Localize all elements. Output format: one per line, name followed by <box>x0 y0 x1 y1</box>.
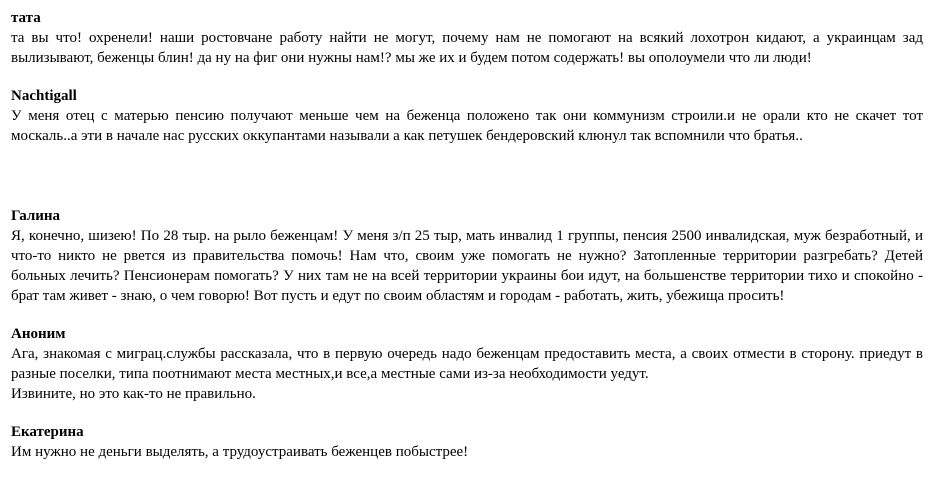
comment-author: Аноним <box>11 326 66 342</box>
spacer <box>11 68 923 86</box>
comment-text <box>11 344 923 404</box>
comment-item <box>11 86 923 146</box>
comment-item <box>11 8 923 68</box>
comment-author: Nachtigall <box>11 88 77 104</box>
comment-author: Екатерина <box>11 424 84 440</box>
comment-text-line: Извините, но это как-то не правильно. <box>11 386 256 402</box>
spacer <box>11 404 923 422</box>
comment-text: та вы что! охренели! наши ростовчане работу найти не могут, почему нам не помогают на всякий лохотрон кидают, а украинцам зад вылизывают, беженцы блин! да ну на фиг они нужны нам!? мы же их и будем потом содержать! вы ополоумели что ли люди! <box>11 30 923 66</box>
comment-text: У меня отец с матерью пенсию получают меньше чем на беженца положено так они коммунизм строили.и не орали кто не скачет тот москаль..а эти в начале нас русских оккупантами называли а как петушек бендеровский клюнул так вспомнили что братья.. <box>11 108 923 144</box>
comments-list <box>11 8 923 462</box>
spacer <box>11 146 923 206</box>
comment-author: тата <box>11 10 41 26</box>
comment-item <box>11 422 923 462</box>
comment-item <box>11 206 923 306</box>
comment-text: Им нужно не деньги выделять, а трудоустраивать беженцев побыстрее! <box>11 444 469 460</box>
comment-text-line: Ага, знакомая с миграц.службы рассказала, что в первую очередь надо беженцам предоставить места, а своих отмести в сторону. приедут в разные поселки, типа поотнимают места местных,и все,а местные сами из-за необходимости уедут. <box>11 346 923 382</box>
spacer <box>11 306 923 324</box>
comment-item <box>11 324 923 404</box>
comment-text: Я, конечно, шизею! По 28 тыр. на рыло беженцам! У меня з/п 25 тыр, мать инвалид 1 группы, пенсия 2500 инвалидская, муж безработный, и что-то никто не рвется из правительства помочь! Нам что, своим уже помогать не нужно? Затопленные территории разгребать? Детей больных лечить? Пенсионерам помогать? У них там не на всей территории украины бои идут, на большенстве территории тихо и спокойно - брат там живет - знаю, о чем говорю! Вот пусть и едут по своим областям и городам - работать, жить, убежища просить! <box>11 228 923 304</box>
comment-author: Галина <box>11 208 61 224</box>
